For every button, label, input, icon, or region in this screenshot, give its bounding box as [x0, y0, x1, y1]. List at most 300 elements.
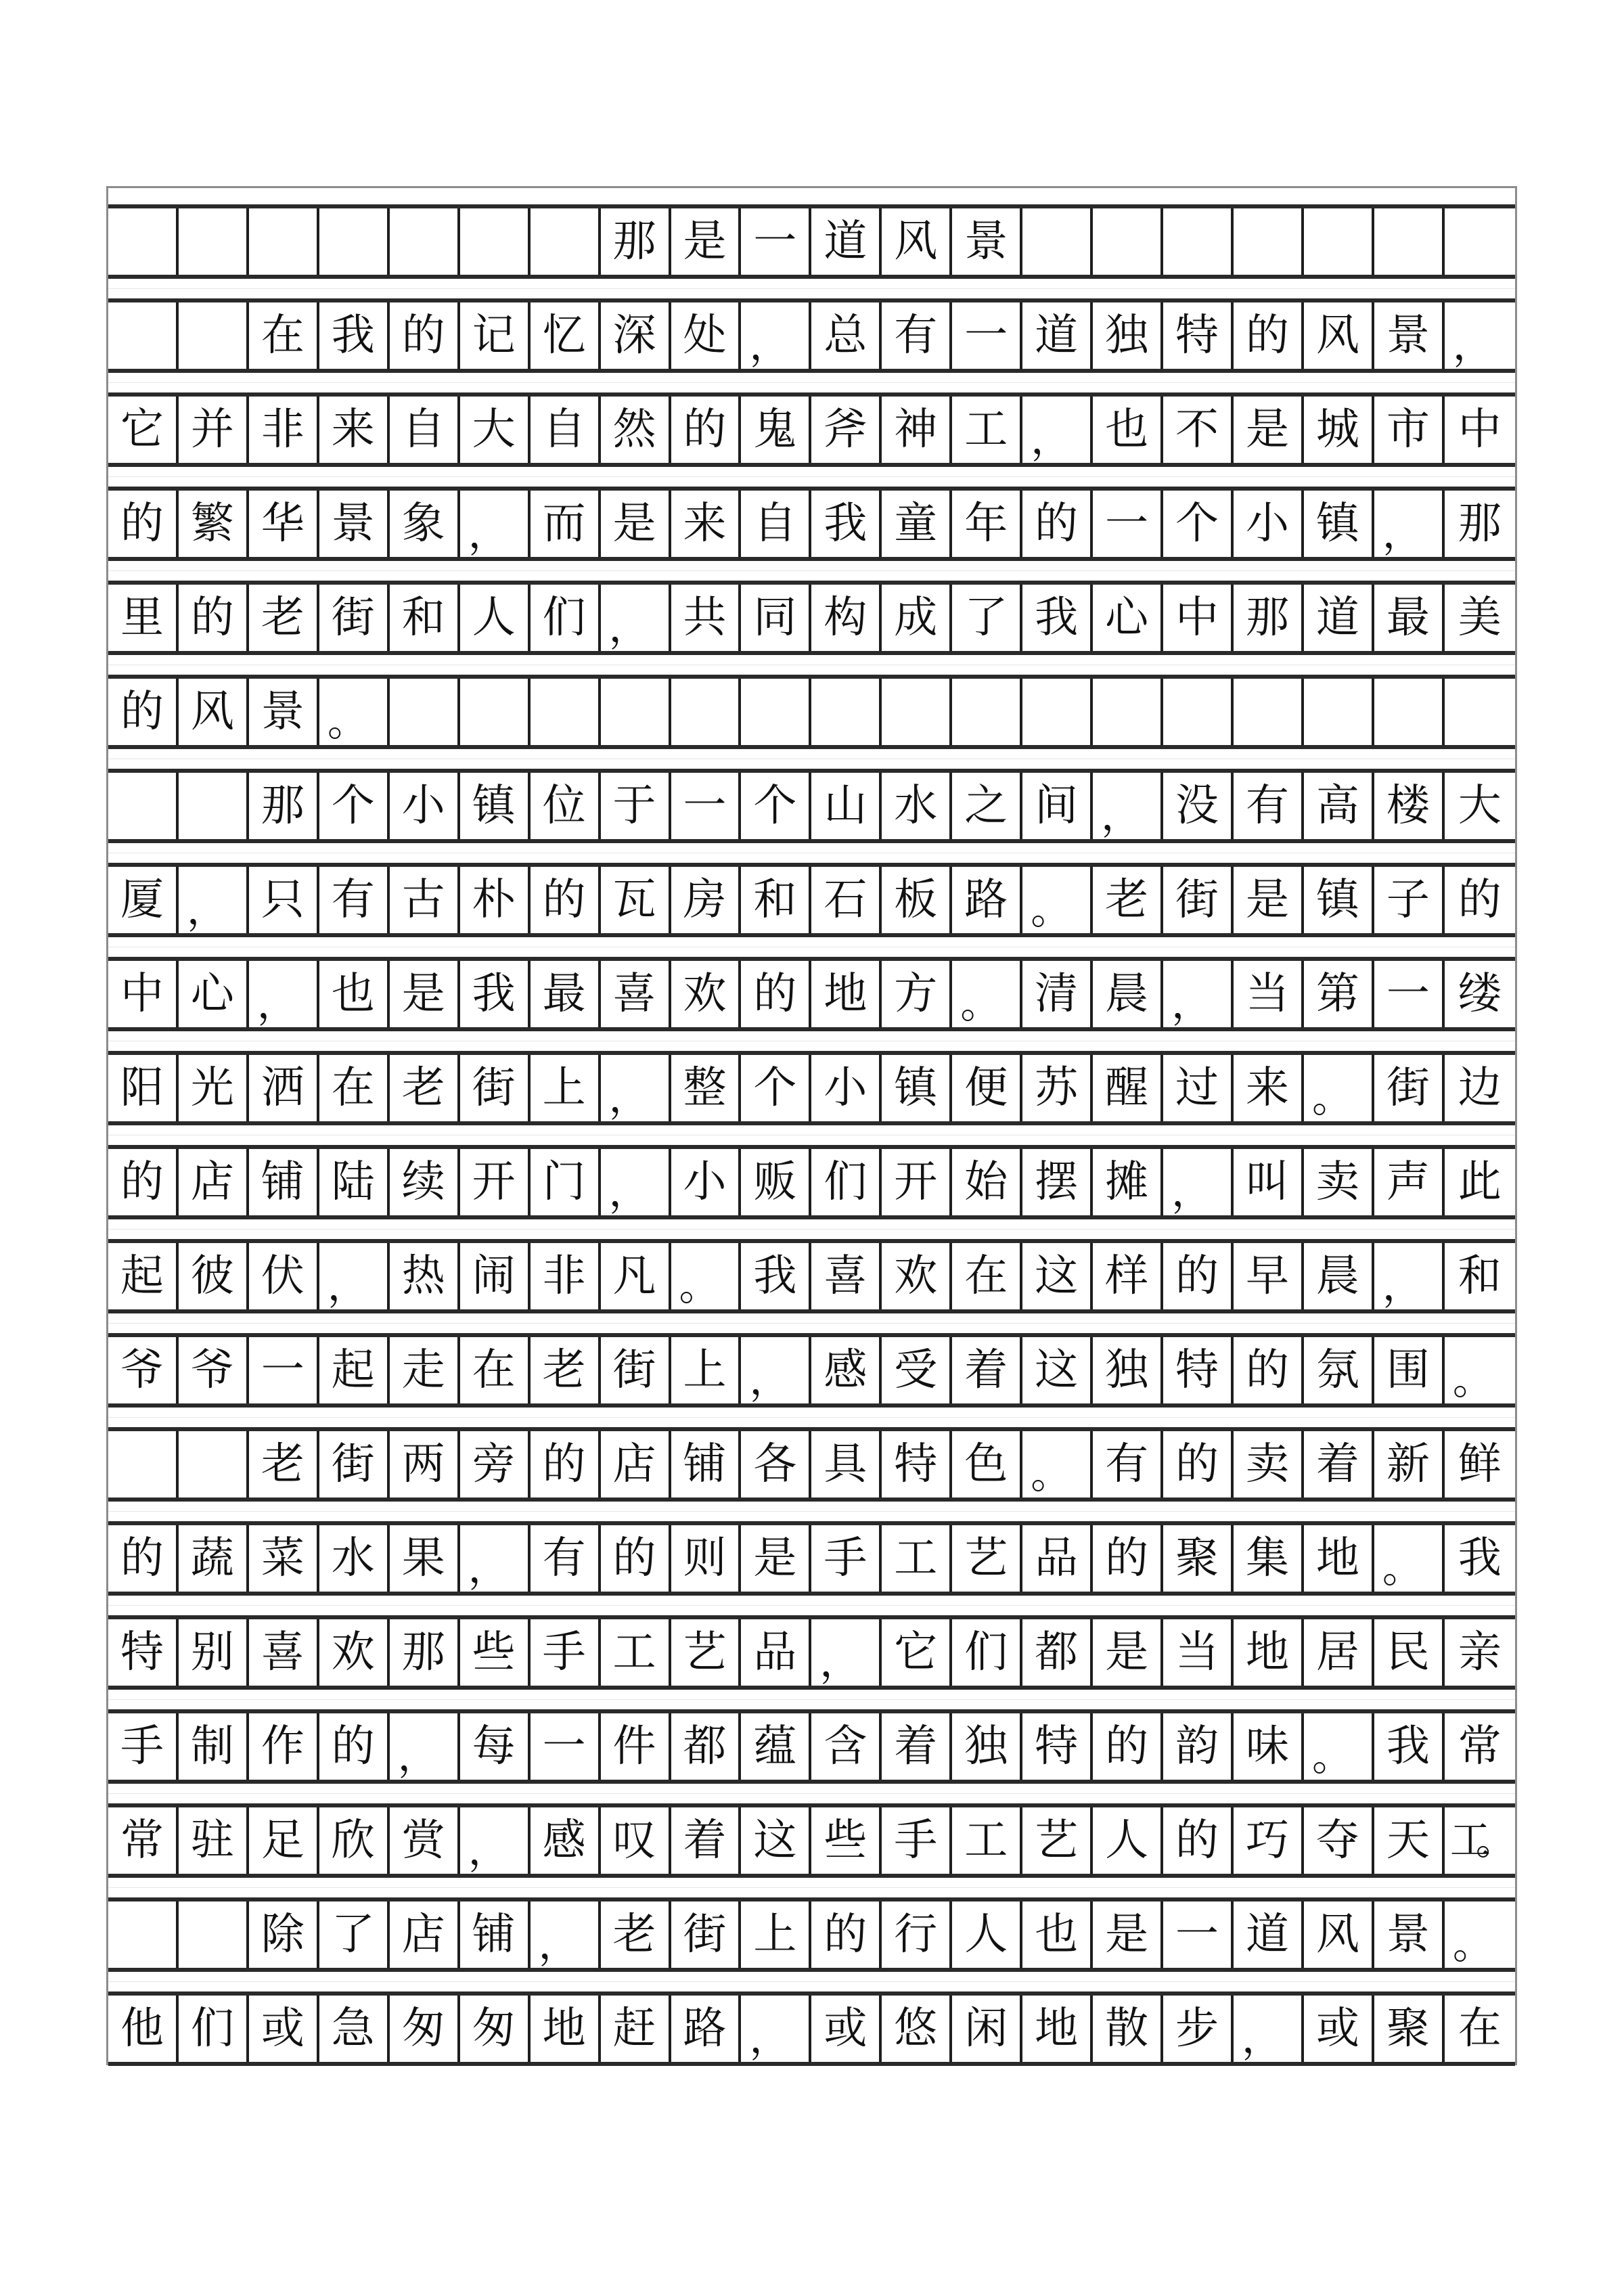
grid-cell: 。 [1022, 1431, 1093, 1498]
grid-cell: 道 [1022, 302, 1093, 369]
text-row [108, 1333, 1515, 1408]
grid-cell: 制 [179, 1713, 249, 1780]
grid-cell: 匆 [390, 1996, 460, 2062]
grid-cell: ， [741, 302, 811, 369]
grid-cell: 的 [108, 679, 179, 745]
grid-cell: 的 [179, 585, 249, 651]
grid-cell [741, 679, 811, 745]
grid-cell: 都 [1022, 1619, 1093, 1686]
grid-cell: 方 [882, 961, 952, 1027]
grid-cell: 第 [1304, 961, 1374, 1027]
grid-cell: ， [531, 1901, 601, 1968]
grid-cell: 爷 [179, 1337, 249, 1403]
title-cell: 一 [741, 208, 811, 275]
gap-guide-line [108, 1417, 1515, 1418]
grid-cell: 便 [952, 1055, 1022, 1121]
grid-cell: 是 [601, 491, 671, 557]
grid-cell: 景 [249, 679, 319, 745]
grid-cell: 驻 [179, 1807, 249, 1874]
grid-cell: 风 [1304, 1901, 1374, 1968]
grid-cell [460, 679, 531, 745]
title-cell: 风 [882, 208, 952, 275]
grid-cell: 喜 [249, 1619, 319, 1686]
grid-cell: 着 [671, 1807, 742, 1874]
gap-guide-line [108, 1793, 1515, 1794]
grid-cell: 上 [741, 1901, 811, 1968]
grid-cell: 处 [671, 302, 742, 369]
grid-cell: 阳 [108, 1055, 179, 1121]
grid-cell: 那 [390, 1619, 460, 1686]
title-cell [1093, 208, 1163, 275]
grid-cell: 我 [811, 491, 882, 557]
grid-cell: 心 [179, 961, 249, 1027]
grid-cell: 喜 [601, 961, 671, 1027]
grid-cell: 在 [952, 1243, 1022, 1309]
grid-cell: 童 [882, 491, 952, 557]
grid-cell: 开 [460, 1149, 531, 1215]
grid-cell: 我 [460, 961, 531, 1027]
grid-cell: 散 [1093, 1996, 1163, 2062]
grid-cell: 而 [531, 491, 601, 557]
grid-cell: 悠 [882, 1996, 952, 2062]
grid-cell: 。 [952, 961, 1022, 1027]
grid-cell [1022, 679, 1093, 745]
grid-cell: 的 [1234, 302, 1304, 369]
grid-cell: 天 [1374, 1807, 1445, 1874]
grid-cell: ， [1022, 397, 1093, 463]
grid-cell: 同 [741, 585, 811, 651]
title-cell [1445, 208, 1515, 275]
text-row [108, 1803, 1515, 1878]
grid-cell: 那 [1234, 585, 1304, 651]
grid-cell: 上 [531, 1055, 601, 1121]
grid-cell: 镇 [460, 773, 531, 839]
grid-cell: 的 [108, 1525, 179, 1592]
grid-cell: 并 [179, 397, 249, 463]
grid-cell: 成 [882, 585, 952, 651]
title-cell [1374, 208, 1445, 275]
grid-cell: 常 [108, 1807, 179, 1874]
title-row [108, 204, 1515, 279]
grid-cell: 叫 [1234, 1149, 1304, 1215]
grid-cell: 整 [671, 1055, 742, 1121]
grid-cell: 和 [1458, 1251, 1502, 1301]
grid-cell: 我 [1458, 1533, 1502, 1583]
grid-cell: 小 [390, 773, 460, 839]
grid-cell: 神 [882, 397, 952, 463]
grid-cell: 的 [1163, 1807, 1234, 1874]
grid-cell: 自 [741, 491, 811, 557]
grid-cell [179, 1431, 249, 1498]
grid-cell: 民 [1374, 1619, 1445, 1686]
grid-cell: 苏 [1022, 1055, 1093, 1121]
grid-cell: 老 [249, 585, 319, 651]
grid-cell: 特 [1022, 1713, 1093, 1780]
grid-cell: 摊 [1093, 1149, 1163, 1215]
grid-cell: 自 [531, 397, 601, 463]
grid-cell: 有 [319, 867, 390, 933]
grid-cell [882, 679, 952, 745]
title-cell [531, 208, 601, 275]
grid-cell: 那 [1458, 499, 1502, 549]
grid-cell: 醒 [1093, 1055, 1163, 1121]
grid-cell: 非 [531, 1243, 601, 1309]
grid-cell: 巧 [1234, 1807, 1304, 1874]
grid-cell: 非 [249, 397, 319, 463]
text-row [108, 1051, 1515, 1125]
title-cell [179, 208, 249, 275]
title-cell [108, 208, 179, 275]
grid-cell [108, 1901, 179, 1968]
composition-grid-sheet [106, 186, 1517, 2065]
grid-cell: 一 [1163, 1901, 1234, 1968]
grid-cell: 镇 [1304, 867, 1374, 933]
grid-cell: 山 [811, 773, 882, 839]
grid-cell: 镇 [882, 1055, 952, 1121]
grid-cell: 店 [601, 1431, 671, 1498]
text-row [108, 675, 1515, 749]
grid-cell: 地 [811, 961, 882, 1027]
grid-cell: 味 [1234, 1713, 1304, 1780]
grid-cell: 两 [390, 1431, 460, 1498]
grid-cell: 。 [1022, 867, 1093, 933]
grid-cell: 是 [1093, 1901, 1163, 1968]
gap-guide-line [108, 1229, 1515, 1230]
grid-cell: 艺 [1022, 1807, 1093, 1874]
text-row [108, 392, 1515, 467]
grid-cell: 老 [249, 1431, 319, 1498]
grid-cell: 匆 [460, 1996, 531, 2062]
grid-cell: 斧 [811, 397, 882, 463]
grid-cell: 镇 [1304, 491, 1374, 557]
grid-cell: 最 [531, 961, 601, 1027]
grid-cell: 氛 [1304, 1337, 1374, 1403]
grid-cell: 个 [1163, 491, 1234, 557]
grid-cell: 不 [1163, 397, 1234, 463]
grid-cell: 喜 [811, 1243, 882, 1309]
grid-cell: 景 [319, 491, 390, 557]
grid-cell: 一 [249, 1337, 319, 1403]
grid-cell: 板 [882, 867, 952, 933]
grid-cell: 瓦 [601, 867, 671, 933]
grid-cell: 艺 [671, 1619, 742, 1686]
grid-cell: 楼 [1374, 773, 1445, 839]
grid-cell: 陆 [319, 1149, 390, 1215]
grid-cell: 欢 [671, 961, 742, 1027]
grid-cell: 个 [741, 773, 811, 839]
grid-cell: 铺 [460, 1901, 531, 1968]
grid-cell: 特 [1163, 1337, 1234, 1403]
grid-cell: 起 [319, 1337, 390, 1403]
grid-cell: 繁 [179, 491, 249, 557]
grid-cell: 地 [1304, 1525, 1374, 1592]
grid-cell: 爷 [108, 1337, 179, 1403]
grid-cell: 或 [811, 1996, 882, 2062]
grid-cell: 中 [108, 961, 179, 1027]
grid-cell: ， [460, 1807, 531, 1874]
grid-cell: 街 [319, 585, 390, 651]
grid-cell: 的 [1163, 1243, 1234, 1309]
grid-cell: 人 [952, 1901, 1022, 1968]
grid-cell: 工 [601, 1619, 671, 1686]
grid-cell: 华 [249, 491, 319, 557]
grid-cell: 行 [882, 1901, 952, 1968]
grid-cell: 记 [460, 302, 531, 369]
grid-cell: 石 [811, 867, 882, 933]
text-row [108, 1521, 1515, 1596]
grid-cell: 独 [1093, 302, 1163, 369]
grid-cell: 特 [108, 1619, 179, 1686]
grid-cell: 店 [390, 1901, 460, 1968]
grid-cell: 着 [882, 1713, 952, 1780]
grid-cell: 的 [108, 491, 179, 557]
grid-cell: ， [811, 1619, 882, 1686]
grid-cell: 此 [1458, 1157, 1502, 1207]
grid-cell: 景 [1374, 1901, 1445, 1968]
grid-cell: 都 [671, 1713, 742, 1780]
grid-cell: 菜 [249, 1525, 319, 1592]
title-cell: 是 [671, 208, 742, 275]
grid-cell [108, 1431, 179, 1498]
grid-cell: 走 [390, 1337, 460, 1403]
grid-cell: 凡 [601, 1243, 671, 1309]
grid-cell: 老 [1093, 867, 1163, 933]
gap-guide-line [108, 382, 1515, 383]
grid-cell: 作 [249, 1713, 319, 1780]
grid-cell: 店 [179, 1149, 249, 1215]
grid-cell: 的 [1163, 1431, 1234, 1498]
text-row [108, 1427, 1515, 1502]
grid-cell: 欣 [319, 1807, 390, 1874]
grid-cell: 自 [390, 397, 460, 463]
grid-cell: 小 [1234, 491, 1304, 557]
text-row [108, 487, 1515, 561]
grid-cell: 的 [390, 302, 460, 369]
grid-cell: 晨 [1093, 961, 1163, 1027]
gap-guide-line [108, 1699, 1515, 1700]
grid-cell: ， [1452, 322, 1493, 369]
grid-cell: 忆 [531, 302, 601, 369]
grid-cell: 地 [1234, 1619, 1304, 1686]
grid-cell: 也 [1093, 397, 1163, 463]
grid-cell: 于 [601, 773, 671, 839]
grid-cell: 一 [1374, 961, 1445, 1027]
grid-cell: 有 [1093, 1431, 1163, 1498]
grid-cell [952, 679, 1022, 745]
grid-cell: 过 [1163, 1055, 1234, 1121]
grid-cell: 贩 [741, 1149, 811, 1215]
grid-cell: 来 [671, 491, 742, 557]
grid-cell: 新 [1374, 1431, 1445, 1498]
grid-cell: 。 [1304, 1055, 1374, 1121]
grid-cell: 小 [671, 1149, 742, 1215]
grid-cell: ， [460, 1525, 531, 1592]
grid-cell: 每 [460, 1713, 531, 1780]
grid-cell: 。 [671, 1243, 742, 1309]
grid-cell: 我 [1022, 585, 1093, 651]
grid-cell: 一 [531, 1713, 601, 1780]
grid-cell: 含 [811, 1713, 882, 1780]
grid-cell: 一 [952, 302, 1022, 369]
grid-cell: ， [1374, 491, 1445, 557]
grid-cell: 。 [1452, 1921, 1493, 1968]
grid-cell: 我 [1374, 1713, 1445, 1780]
grid-cell: 年 [952, 491, 1022, 557]
grid-cell: 特 [882, 1431, 952, 1498]
grid-cell: 常 [1458, 1721, 1502, 1772]
grid-cell: 聚 [1374, 1996, 1445, 2062]
grid-cell: 色 [952, 1431, 1022, 1498]
grid-cell: 独 [1093, 1337, 1163, 1403]
grid-cell: 卖 [1304, 1149, 1374, 1215]
grid-cell: 围 [1374, 1337, 1445, 1403]
grid-cell: 。 [1304, 1713, 1374, 1780]
grid-cell: 在 [319, 1055, 390, 1121]
grid-cell: 那 [249, 773, 319, 839]
text-row [108, 1239, 1515, 1313]
grid-cell: 朴 [460, 867, 531, 933]
grid-cell: ， [249, 961, 319, 1027]
grid-cell: 续 [390, 1149, 460, 1215]
grid-cell [811, 679, 882, 745]
grid-cell: 风 [1304, 302, 1374, 369]
title-cell [1234, 208, 1304, 275]
grid-cell: 或 [249, 1996, 319, 2062]
grid-cell: 工 [952, 397, 1022, 463]
grid-cell: 品 [1022, 1525, 1093, 1592]
grid-cell: ， [601, 585, 671, 651]
text-row [108, 1145, 1515, 1219]
grid-cell: 老 [390, 1055, 460, 1121]
grid-cell: 铺 [671, 1431, 742, 1498]
grid-cell: 工 [882, 1525, 952, 1592]
grid-cell: 老 [531, 1337, 601, 1403]
grid-cell: 总 [811, 302, 882, 369]
title-cell [319, 208, 390, 275]
grid-cell: 的 [319, 1713, 390, 1780]
text-row [108, 769, 1515, 843]
grid-cell: 在 [249, 302, 319, 369]
grid-cell: 在 [460, 1337, 531, 1403]
grid-cell: 缕 [1458, 969, 1502, 1019]
title-cell: 道 [811, 208, 882, 275]
grid-cell: 的 [531, 867, 601, 933]
grid-cell [1234, 679, 1304, 745]
grid-cell: 地 [531, 1996, 601, 2062]
grid-cell [179, 302, 249, 369]
grid-cell: 具 [811, 1431, 882, 1498]
grid-cell: 的 [1022, 491, 1093, 557]
grid-cell: 们 [531, 585, 601, 651]
grid-cell: 他 [108, 1996, 179, 2062]
grid-cell: 的 [1234, 1337, 1304, 1403]
grid-cell: 地 [1022, 1996, 1093, 2062]
grid-cell: 一 [671, 773, 742, 839]
grid-cell: 受 [882, 1337, 952, 1403]
grid-cell: 彼 [179, 1243, 249, 1309]
grid-cell: 是 [390, 961, 460, 1027]
title-cell [1022, 208, 1093, 275]
grid-cell: 也 [1022, 1901, 1093, 1968]
grid-cell: 街 [460, 1055, 531, 1121]
grid-cell: 来 [1234, 1055, 1304, 1121]
grid-cell: 位 [531, 773, 601, 839]
grid-cell: 有 [1234, 773, 1304, 839]
grid-cell: 洒 [249, 1055, 319, 1121]
grid-cell: 急 [319, 1996, 390, 2062]
grid-cell: 工。 [1449, 1817, 1502, 1864]
grid-cell: 边 [1458, 1063, 1502, 1113]
grid-cell: 居 [1304, 1619, 1374, 1686]
grid-cell [1445, 679, 1515, 745]
grid-cell: 构 [811, 585, 882, 651]
title-cell [460, 208, 531, 275]
text-row [108, 957, 1515, 1031]
grid-cell: 步 [1163, 1996, 1234, 2062]
grid-cell: 古 [390, 867, 460, 933]
grid-cell [179, 773, 249, 839]
grid-cell: 象 [390, 491, 460, 557]
grid-cell: 的 [531, 1431, 601, 1498]
text-row [108, 581, 1515, 655]
grid-cell: 除 [249, 1901, 319, 1968]
grid-cell: 韵 [1163, 1713, 1234, 1780]
grid-cell: 闲 [952, 1996, 1022, 2062]
grid-cell: 伏 [249, 1243, 319, 1309]
title-cell [390, 208, 460, 275]
grid-cell [1093, 679, 1163, 745]
grid-cell: 别 [179, 1619, 249, 1686]
grid-cell: 赶 [601, 1996, 671, 2062]
gap-guide-line [108, 1511, 1515, 1512]
grid-cell: ， [390, 1713, 460, 1780]
grid-cell: 聚 [1163, 1525, 1234, 1592]
grid-cell: 城 [1304, 397, 1374, 463]
grid-cell: 个 [319, 773, 390, 839]
grid-cell: ， [1093, 773, 1163, 839]
grid-cell: ， [601, 1149, 671, 1215]
grid-cell: 件 [601, 1713, 671, 1780]
grid-cell: 美 [1458, 593, 1502, 643]
grid-cell: 感 [811, 1337, 882, 1403]
grid-cell: 来 [319, 397, 390, 463]
grid-cell: ， [1374, 1243, 1445, 1309]
grid-cell: 始 [952, 1149, 1022, 1215]
grid-cell: ， [601, 1055, 671, 1121]
grid-cell: 的 [741, 961, 811, 1027]
grid-cell: 工 [952, 1807, 1022, 1874]
grid-cell: 独 [952, 1713, 1022, 1780]
grid-cell: ， [179, 867, 249, 933]
grid-cell: ， [1163, 961, 1234, 1027]
grid-cell: 手 [882, 1807, 952, 1874]
title-cell [1163, 208, 1234, 275]
grid-cell: 亲 [1458, 1627, 1502, 1678]
grid-cell: 子 [1374, 867, 1445, 933]
grid-cell: 清 [1022, 961, 1093, 1027]
grid-cell: 间 [1022, 773, 1093, 839]
title-cell [249, 208, 319, 275]
grid-cell: 有 [531, 1525, 601, 1592]
grid-cell: 是 [741, 1525, 811, 1592]
grid-cell: 卖 [1234, 1431, 1304, 1498]
grid-cell [390, 679, 460, 745]
grid-cell [108, 773, 179, 839]
grid-cell: 我 [319, 302, 390, 369]
grid-cell: 之 [952, 773, 1022, 839]
grid-cell: 路 [952, 867, 1022, 933]
grid-cell: 摆 [1022, 1149, 1093, 1215]
